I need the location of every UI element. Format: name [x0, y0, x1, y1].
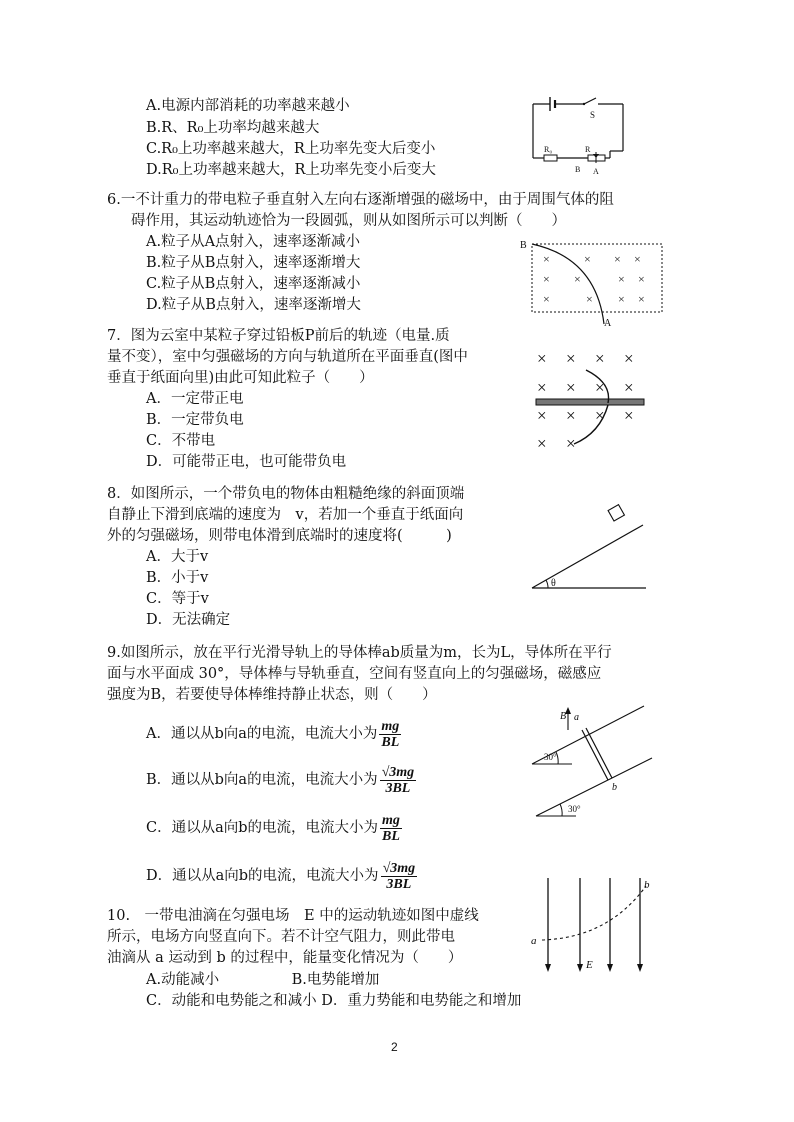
q5-option-c: C.R₀上功率越来越大，R上功率先变大后变小 — [146, 141, 436, 157]
q7-option-b: B．一定带负电 — [146, 412, 244, 428]
q9-b-end-label: b — [612, 782, 617, 793]
q5-r0-label: R₀ — [544, 145, 553, 154]
q7-option-a: A．一定带正电 — [146, 391, 244, 407]
q7-x-mark: × — [595, 349, 605, 368]
q7-x-mark: × — [537, 406, 547, 425]
q5-a-label: A — [593, 167, 599, 176]
q7-option-c: C．不带电 — [146, 433, 216, 449]
q7-lead-plate — [536, 399, 644, 405]
q6-option-d: D.粒子从B点射入，速率逐渐增大 — [146, 297, 361, 313]
q6-x-mark: × — [618, 272, 625, 286]
q5-b-label: B — [575, 165, 581, 174]
q5-option-d: D.R₀上功率越来越大，R上功率先变小后变大 — [146, 162, 436, 178]
q10-options-ab: A.动能减小 B.电势能增加 — [146, 972, 380, 988]
q6-x-mark: × — [543, 252, 550, 266]
q10-stem-line2: 所示，电场方向竖直向下。若不计空气阻力，则此带电 — [107, 929, 455, 945]
q8-stem-line1: 8．如图所示，一个带负电的物体由粗糙绝缘的斜面顶端 — [107, 486, 465, 502]
q10-options-cd: C．动能和电势能之和减小 D．重力势能和电势能之和增加 — [146, 993, 522, 1009]
q9-option-b — [146, 762, 416, 798]
q6-x-mark: × — [638, 272, 645, 286]
q8-stem-line2: 自静止下滑到底端的速度为 v，若加一个垂直于纸面向 — [107, 507, 464, 523]
q9-option-d — [146, 858, 417, 894]
page-number: 2 — [391, 1040, 398, 1054]
q7-x-mark: × — [595, 406, 605, 425]
q7-stem-line3: 垂直于纸面向里)由此可知此粒子（ ） — [107, 370, 374, 386]
q8-theta-label: θ — [551, 578, 556, 589]
q8-option-b: B．小于v — [146, 570, 209, 586]
q10-stem-line3: 油滴从 a 运动到 b 的过程中，能量变化情况为（ ） — [107, 950, 463, 966]
q6-x-mark: × — [584, 252, 591, 266]
q9-option-a-fraction: $\frac{mg}{BL}$ — [381, 718, 400, 750]
q5-r-label: R — [585, 145, 591, 154]
q6-x-mark: × — [543, 292, 550, 306]
q5-switch-label: S — [590, 110, 596, 120]
q8-option-a: A．大于v — [146, 549, 209, 565]
q7-x-mark: × — [566, 434, 576, 453]
q9-option-c — [146, 810, 402, 846]
q8-option-c: C．等于v — [146, 591, 209, 607]
q7-x-mark: × — [566, 378, 576, 397]
q7-x-mark: × — [595, 378, 605, 397]
q6-option-c: C.粒子从B点射入，速率逐渐减小 — [146, 276, 361, 292]
q7-x-mark: × — [566, 349, 576, 368]
q7-stem-line2: 量不变），室中匀强磁场的方向与轨道所在平面垂直(图中 — [107, 349, 468, 365]
q6-magnetic-field-figure — [518, 236, 668, 330]
q8-stem-line3: 外的匀强磁场，则带电体滑到底端时的速度将( ) — [107, 528, 452, 544]
q7-x-mark: × — [537, 378, 547, 397]
q8-incline-figure — [528, 500, 650, 594]
q7-x-mark: × — [537, 434, 547, 453]
q7-stem-line1: 7．图为云室中某粒子穿过铅板P前后的轨迹（电量.质 — [107, 328, 450, 344]
q5-circuit-figure — [530, 94, 630, 174]
q9-stem-line1: 9.如图所示，放在平行光滑导轨上的导体棒ab质量为m，长为L，导体所在平行 — [107, 645, 612, 661]
q6-x-mark: × — [614, 252, 621, 266]
q6-stem-line2: 碍作用，其运动轨迹恰为一段圆弧，则从如图所示可以判断（ ） — [131, 213, 566, 229]
q6-x-mark: × — [618, 292, 625, 306]
q10-electric-field-figure — [528, 876, 658, 976]
q9-option-d-fraction: $\frac{√3mg}{3BL}$ — [382, 860, 416, 892]
q6-x-mark: × — [638, 292, 645, 306]
q10-stem-line1: 10. 一带电油滴在匀强电场 E 中的运动轨迹如图中虚线 — [107, 908, 479, 924]
q10-e-label: E — [586, 959, 593, 971]
q6-stem-line1: 6.一不计重力的带电粒子垂直射入左向右逐渐增强的磁场中，由于周围气体的阻 — [107, 192, 614, 208]
q6-option-a: A.粒子从A点射入，速率逐渐减小 — [146, 234, 361, 250]
q7-x-mark: × — [624, 406, 634, 425]
q7-x-mark: × — [624, 378, 634, 397]
q9-rails-figure — [516, 702, 656, 820]
q5-option-b: B.R、R₀上功率均越来越大 — [146, 120, 320, 136]
q9-angle2-label: 30° — [568, 804, 581, 814]
q9-b-field-label: B — [560, 711, 567, 722]
q9-option-a-text: A．通以从b向a的电流，电流大小为 — [146, 726, 378, 742]
q7-x-mark: × — [537, 349, 547, 368]
q8-block — [608, 505, 624, 521]
q9-stem-line2: 面与水平面成 30°，导体棒与导轨垂直，空间有竖直向上的匀强磁场，磁感应 — [107, 666, 602, 682]
q9-a-label: a — [574, 712, 579, 723]
q6-x-mark: × — [586, 292, 593, 306]
q6-option-b: B.粒子从B点射入，速率逐渐增大 — [146, 255, 361, 271]
q9-stem-line3: 强度为B，若要使导体棒维持静止状态，则（ ） — [107, 687, 437, 703]
q9-option-a — [146, 716, 401, 752]
q6-x-mark: × — [543, 272, 550, 286]
q9-option-c-text: C．通以从a向b的电流，电流大小为 — [146, 820, 379, 836]
q7-x-mark: × — [566, 406, 576, 425]
q6-x-mark: × — [634, 252, 641, 266]
q8-option-d: D．无法确定 — [146, 612, 231, 628]
q5-option-a: A.电源内部消耗的功率越来越小 — [146, 98, 350, 114]
q9-option-d-text: D．通以从a向b的电流，电流大小为 — [146, 868, 379, 884]
q6-x-mark: × — [574, 272, 581, 286]
q9-angle1-label: 30° — [544, 752, 557, 762]
q7-cloud-chamber-figure — [534, 348, 649, 458]
q10-point-a: a — [531, 935, 537, 947]
q6-point-a: A — [604, 318, 612, 329]
q9-option-b-fraction: $\frac{√3mg}{3BL}$ — [381, 764, 415, 796]
q7-x-mark: × — [624, 349, 634, 368]
q7-option-d: D．可能带正电，也可能带负电 — [146, 454, 347, 470]
q10-point-b: b — [644, 879, 650, 891]
q6-point-b: B — [520, 240, 527, 251]
q9-option-c-fraction: $\frac{mg}{BL}$ — [382, 812, 400, 844]
q9-option-b-text: B．通以从b向a的电流，电流大小为 — [146, 772, 378, 788]
